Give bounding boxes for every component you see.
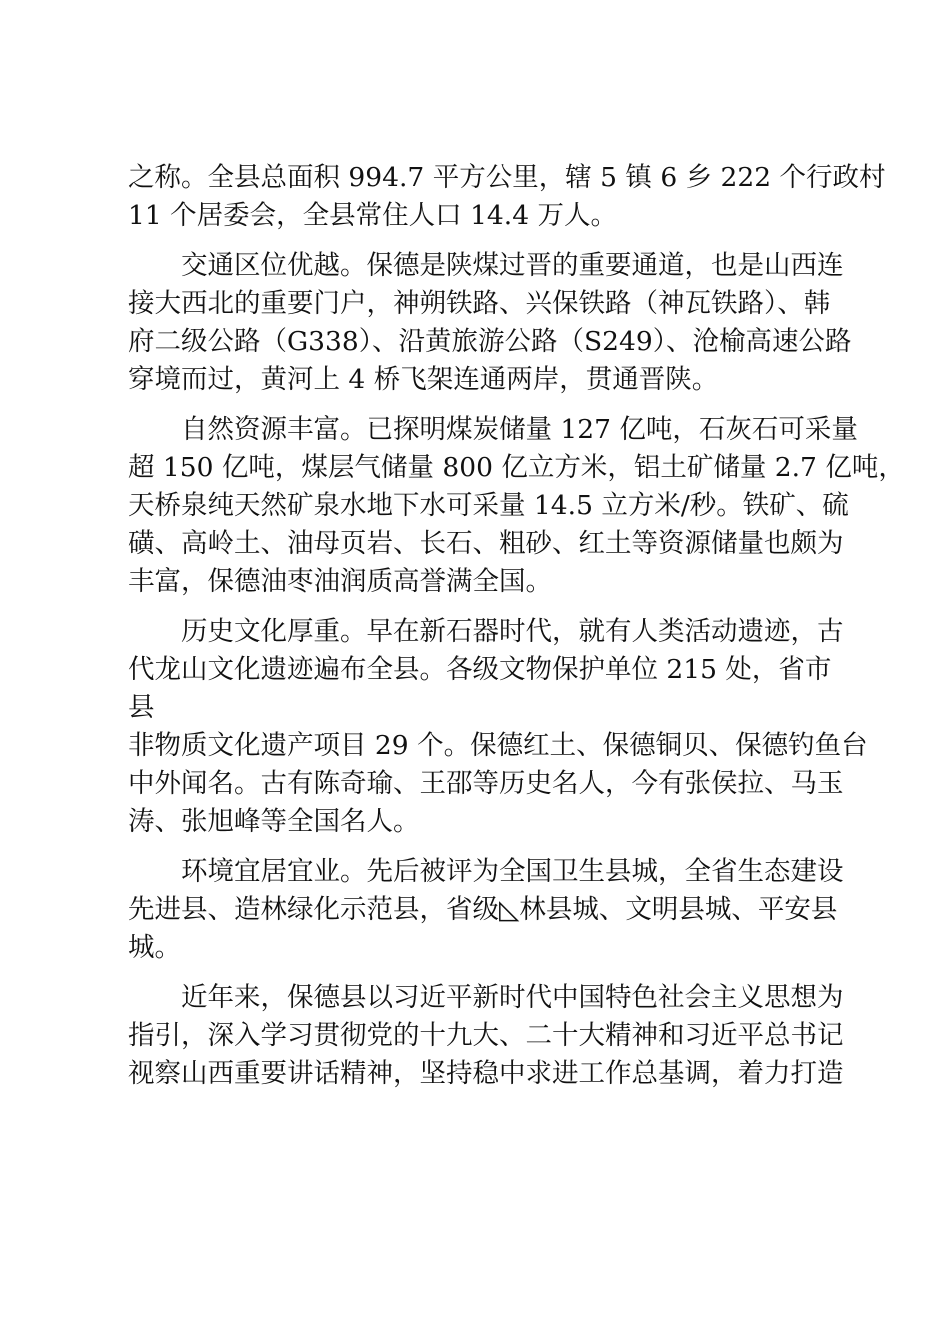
text-line: 自然资源丰富。已探明煤炭储量 127 亿吨，石灰石可采量 — [128, 414, 858, 445]
text-line: 城。 — [128, 932, 181, 963]
text-line: 代龙山文化遗迹遍布全县。各级文物保护单位 215 处，省市 — [128, 654, 832, 685]
paragraph-history — [128, 613, 868, 841]
paragraph-environment — [128, 853, 844, 967]
text-line: 环境宜居宜业。先后被评为全国卫生县城，全省生态建设 — [128, 856, 844, 887]
text-line: 天桥泉纯天然矿泉水地下水可采量 14.5 立方米/秒。铁矿、硫 — [128, 490, 849, 521]
text-line: 指引，深入学习贯彻党的十九大、二十大精神和习近平总书记 — [128, 1020, 844, 1051]
document-body — [128, 159, 905, 1093]
paragraph-area-population — [128, 159, 886, 235]
text-line: 视察山西重要讲话精神，坚持稳中求进工作总基调，着力打造 — [128, 1058, 844, 1089]
text-line: 交通区位优越。保德是陕煤过晋的重要通道，也是山西连 — [128, 250, 844, 281]
text-line: 历史文化厚重。早在新石器时代，就有人类活动遗迹，古 — [128, 616, 844, 647]
text-line: 穿境而过，黄河上 4 桥飞架连通两岸，贯通晋陕。 — [128, 364, 719, 395]
paragraph-recent-years — [128, 979, 844, 1093]
text-line: 丰富，保德油枣油润质高誉满全国。 — [128, 566, 552, 597]
text-line: 近年来，保德县以习近平新时代中国特色社会主义思想为 — [128, 982, 844, 1013]
text-line: 府二级公路（G338）、沿黄旅游公路（S249）、沧榆高速公路 — [128, 326, 852, 357]
paragraph-resources — [128, 411, 905, 601]
text-line: 非物质文化遗产项目 29 个。保德红土、保德铜贝、保德钓鱼台 — [128, 730, 868, 761]
text-line: 磺、高岭土、油母页岩、长石、粗砂、红土等资源储量也颇为 — [128, 528, 844, 559]
text-line: 之称。全县总面积 994.7 平方公里，辖 5 镇 6 乡 222 个行政村 — [128, 162, 886, 193]
text-line: 11 个居委会，全县常住人口 14.4 万人。 — [128, 200, 617, 231]
text-line: 中外闻名。古有陈奇瑜、王邵等历史名人，今有张侯拉、马玉 — [128, 768, 844, 799]
text-line: 接大西北的重要门户，神朔铁路、兴保铁路（神瓦铁路）、韩 — [128, 288, 831, 319]
text-line: 先进县、造林绿化示范县，省级◺林县城、文明县城、平安县 — [128, 894, 838, 925]
text-line: 县 — [128, 692, 155, 723]
text-line: 涛、张旭峰等全国名人。 — [128, 806, 420, 837]
text-line: 超 150 亿吨，煤层气储量 800 亿立方米，铝土矿储量 2.7 亿吨， — [128, 452, 905, 483]
paragraph-transport — [128, 247, 852, 399]
